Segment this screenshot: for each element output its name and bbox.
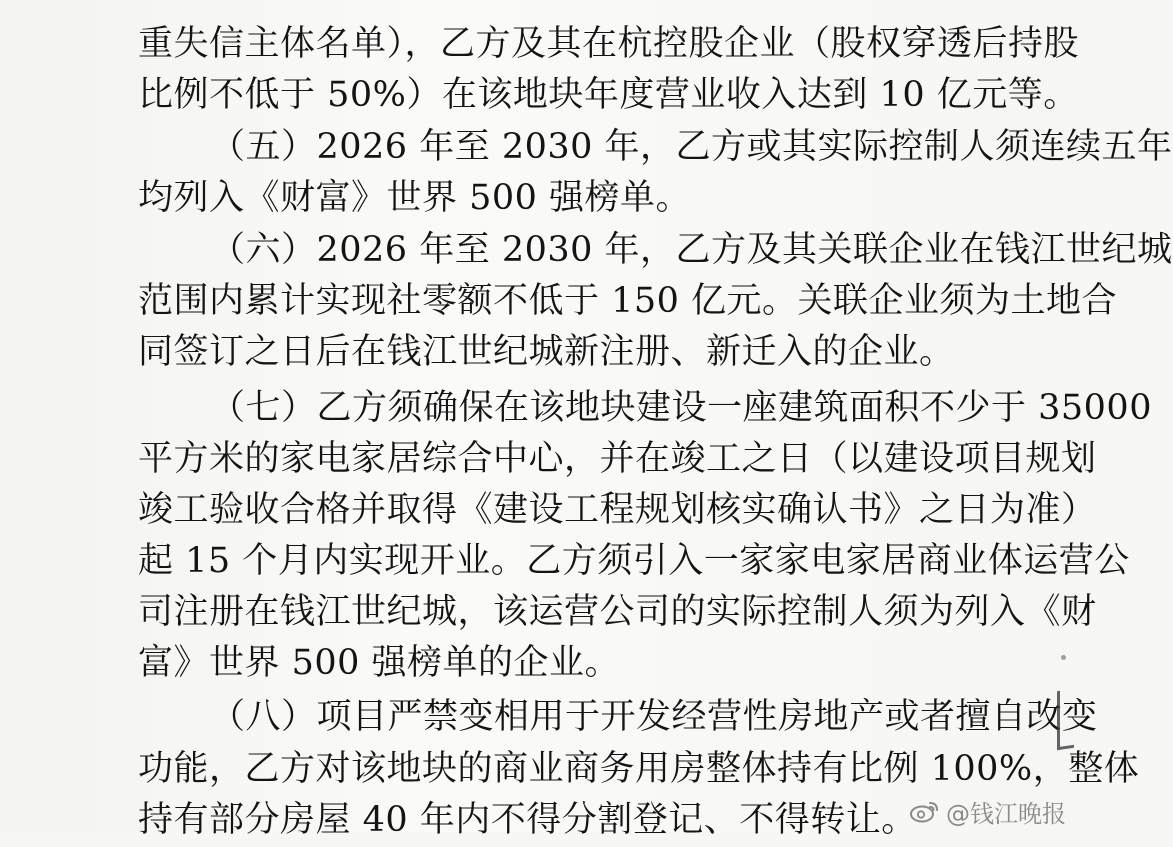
text-line: 同签订之日后在钱江世纪城新注册、新迁入的企业。 — [138, 332, 955, 372]
watermark — [910, 794, 1066, 828]
text-line: 范围内累计实现社零额不低于 150 亿元。关联企业须为土地合 — [138, 281, 1118, 321]
text-line: 持有部分房屋 40 年内不得分割登记、不得转让。 — [138, 800, 917, 840]
text-line: 司注册在钱江世纪城，该运营公司的实际控制人须为列入《财 — [138, 592, 1097, 632]
watermark-text: @钱江晚报 — [946, 799, 1066, 828]
text-line: 重失信主体名单），乙方及其在杭控股企业（股权穿透后持股 — [138, 24, 1080, 64]
text-line: 功能，乙方对该地块的商业商务用房整体持有比例 100%，整体 — [138, 749, 1140, 789]
text-line: （六）2026 年至 2030 年，乙方及其关联企业在钱江世纪城 — [210, 230, 1173, 270]
text-line: （七）乙方须确保在该地块建设一座建筑面积不少于 35000 — [210, 388, 1152, 428]
text-line: 起 15 个月内实现开业。乙方须引入一家家电家居商业体运营公 — [138, 541, 1130, 581]
text-line: （八）项目严禁变相用于开发经营性房地产或者擅自改变 — [210, 697, 1098, 737]
text-line: 平方米的家电家居综合中心，并在竣工之日（以建设项目规划 — [138, 439, 1097, 479]
text-line: 竣工验收合格并取得《建设工程规划核实确认书》之日为准） — [138, 490, 1097, 530]
text-line: 均列入《财富》世界 500 强榜单。 — [138, 178, 692, 218]
text-line: 富》世界 500 强榜单的企业。 — [138, 643, 621, 683]
weibo-icon — [910, 799, 940, 823]
text-line: 比例不低于 50%）在该地块年度营业收入达到 10 亿元等。 — [138, 75, 1079, 115]
text-line: （五）2026 年至 2030 年，乙方或其实际控制人须连续五年 — [210, 127, 1173, 167]
scan-artifact-dot — [1061, 655, 1066, 660]
page-edge-mark — [1057, 689, 1074, 750]
